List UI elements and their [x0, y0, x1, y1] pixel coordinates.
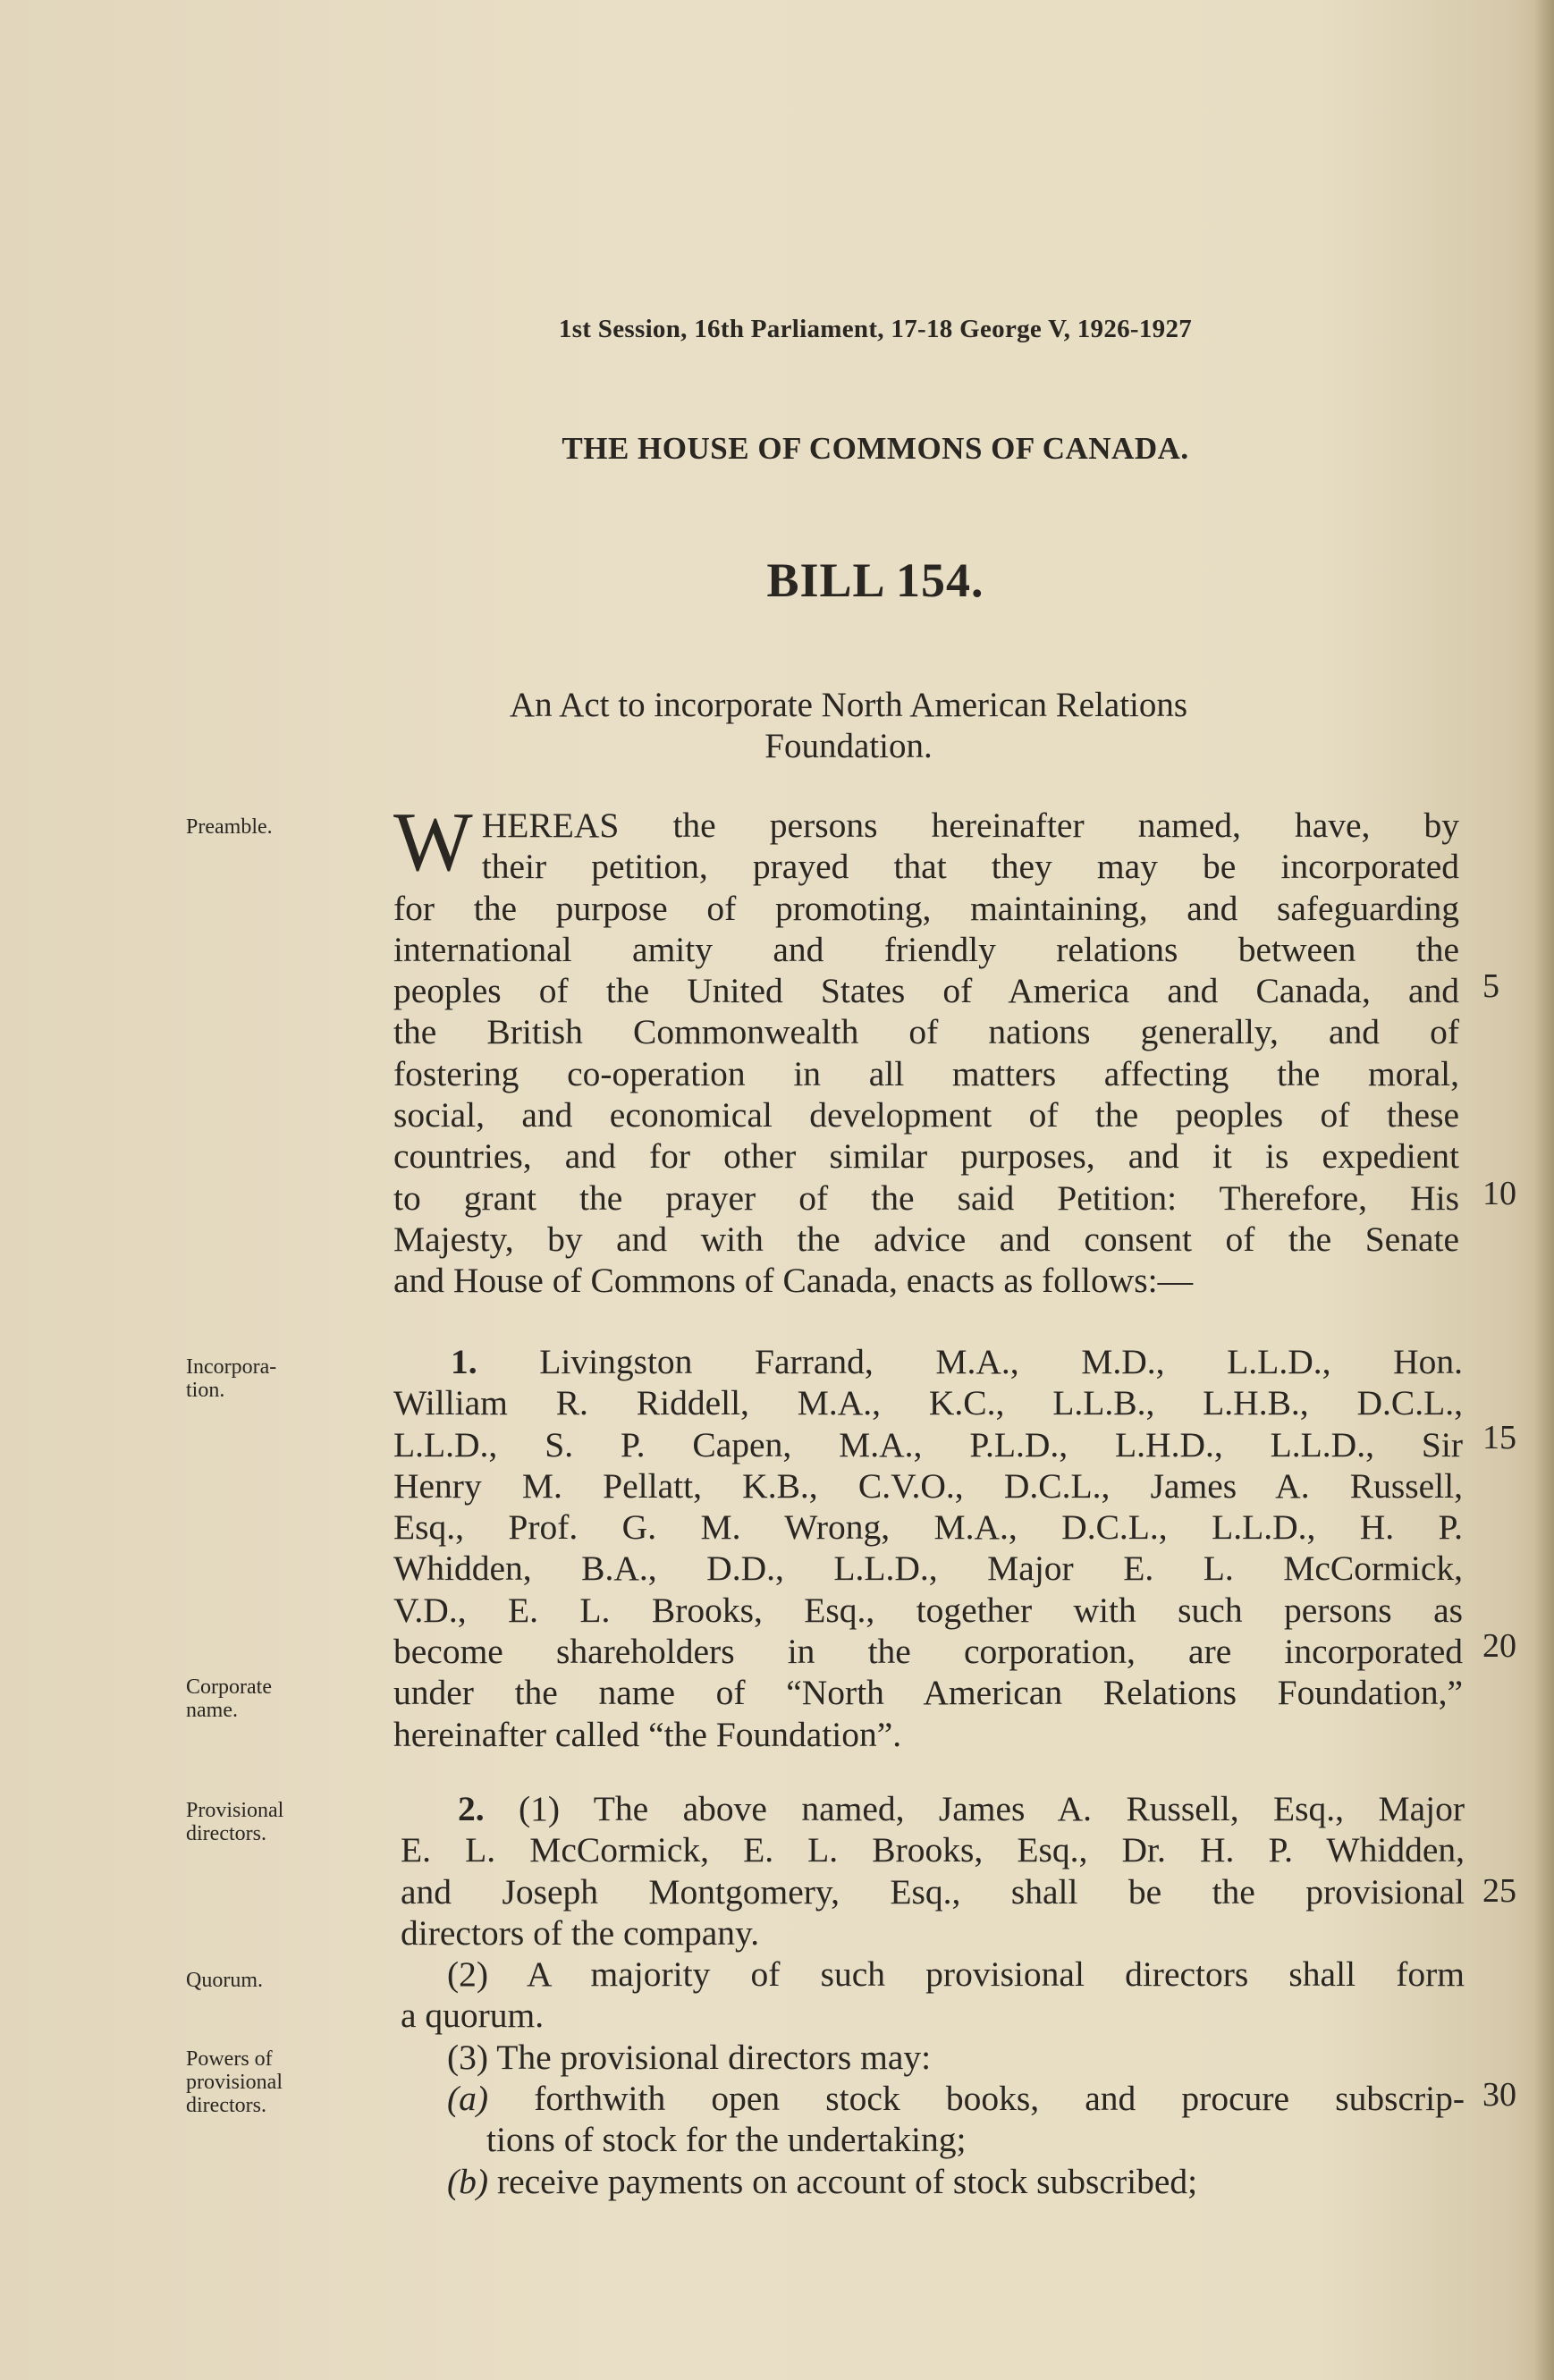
act-title-line: An Act to incorporate North American Relations: [509, 686, 1188, 724]
text-line: Esq., Prof. G. M. Wrong, M.A., D.C.L., L.L.D., H. P.: [393, 1507, 1463, 1548]
line-number: 5: [1482, 967, 1499, 1005]
text-line: Majesty, by and with the advice and consent of the Senate: [393, 1219, 1459, 1259]
margin-note-line: Corporate: [186, 1675, 272, 1699]
text-line: (3) The provisional directors may:: [447, 2037, 932, 2077]
section-1: [393, 1341, 1463, 1755]
line-number: 15: [1482, 1419, 1516, 1456]
margin-note-incorporation: [186, 1355, 356, 1402]
margin-note-line: Powers of: [186, 2047, 273, 2071]
line-number: 25: [1482, 1872, 1516, 1910]
text-line: the British Commonwealth of nations generally, and of: [393, 1012, 1459, 1052]
text-line: their petition, prayed that they may be incorporated: [481, 847, 1459, 887]
text-line: a quorum.: [401, 1996, 545, 2036]
margin-note-quorum: Quorum.: [186, 1969, 263, 1992]
margin-note-line: Provisional: [186, 1799, 284, 1822]
text-line: [401, 2161, 1465, 2202]
text-line: countries, and for other similar purposes, and it is expedient: [393, 1136, 1459, 1177]
drop-cap: W: [393, 796, 473, 889]
section-number: 1.: [451, 1342, 477, 1381]
margin-note-corporate-name: [186, 1675, 356, 1722]
text-fragment: forthwith open stock books, and procure subscrip-: [534, 2079, 1465, 2119]
line-number: 20: [1482, 1627, 1516, 1665]
session-line: 1st Session, 16th Parliament, 17-18 George V, 1926-1927: [558, 315, 1193, 343]
text-line: tions of stock for the undertaking;: [486, 2120, 967, 2160]
text-line: and House of Commons of Canada, enacts as follows:—: [393, 1261, 1194, 1301]
preamble-text: [393, 796, 1459, 1302]
text-line: social, and economical development of the peoples of these: [393, 1095, 1459, 1135]
text-line: under the name of “North American Relations Foundation,”: [393, 1673, 1463, 1713]
margin-note-line: name.: [186, 1699, 238, 1722]
text-line: V.D., E. L. Brooks, Esq., together with such persons as: [393, 1590, 1463, 1630]
line-number: 30: [1482, 2076, 1516, 2114]
clause-label: (a): [447, 2079, 489, 2119]
text-line: (2) A majority of such provisional directors shall form: [447, 1954, 1465, 1995]
text-line: HEREAS the persons hereinafter named, have, by: [481, 806, 1459, 845]
clause-label: (b): [447, 2161, 489, 2201]
margin-note-line: provisional: [186, 2071, 283, 2094]
text-line: Henry M. Pellatt, K.B., C.V.O., D.C.L., James A. Russell,: [393, 1465, 1463, 1506]
text-line: become shareholders in the corporation, are incorporated: [393, 1632, 1463, 1672]
margin-note-provisional-directors: [186, 1799, 356, 1845]
margin-note-line: directors.: [186, 2094, 266, 2117]
text-fragment: receive payments on account of stock subscribed;: [496, 2161, 1198, 2201]
page-edge-shadow: [1534, 0, 1554, 2380]
text-line: to grant the prayer of the said Petition: Therefore, His: [393, 1177, 1459, 1218]
act-title: [0, 685, 1554, 767]
section-2: [401, 1788, 1465, 2202]
text-line: E. L. McCormick, E. L. Brooks, Esq., Dr. H. P. Whidden,: [401, 1830, 1465, 1870]
margin-note-powers: [186, 2047, 356, 2117]
house-title: THE HOUSE OF COMMONS OF CANADA.: [562, 431, 1189, 466]
text-line: international amity and friendly relations between the: [393, 929, 1459, 969]
act-title-line: Foundation.: [764, 727, 933, 765]
text-line: for the purpose of promoting, maintaining, and safeguarding: [393, 888, 1459, 928]
margin-note-preamble: Preamble.: [186, 815, 273, 839]
section-number: 2.: [458, 1789, 485, 1828]
text-line: fostering co-operation in all matters affecting the moral,: [393, 1053, 1459, 1093]
text-line: [393, 1341, 1463, 1382]
line-number: 10: [1482, 1175, 1516, 1212]
text-line: [401, 1788, 1465, 1829]
text-line: directors of the company.: [401, 1912, 760, 1953]
text-line: peoples of the United States of America and Canada, and: [393, 971, 1459, 1011]
margin-note-line: directors.: [186, 1822, 266, 1845]
text-line: hereinafter called “the Foundation”.: [393, 1714, 902, 1754]
margin-note-line: Incorpora-: [186, 1355, 277, 1379]
text-line: William R. Riddell, M.A., K.C., L.L.B., L.H.B., D.C.L.,: [393, 1383, 1463, 1423]
text-line: [401, 2078, 1465, 2119]
text-fragment: (1) The above named, James A. Russell, Esq., Major: [519, 1789, 1465, 1828]
margin-note-line: tion.: [186, 1379, 225, 1402]
bill-number: BILL 154.: [766, 553, 984, 607]
text-line: L.L.D., S. P. Capen, M.A., P.L.D., L.H.D., L.L.D., Sir: [393, 1424, 1463, 1464]
text-fragment: Livingston Farrand, M.A., M.D., L.L.D., Hon.: [539, 1342, 1463, 1381]
text-line: Whidden, B.A., D.D., L.L.D., Major E. L. McCormick,: [393, 1549, 1463, 1589]
text-line: and Joseph Montgomery, Esq., shall be the provisional: [401, 1871, 1465, 1912]
